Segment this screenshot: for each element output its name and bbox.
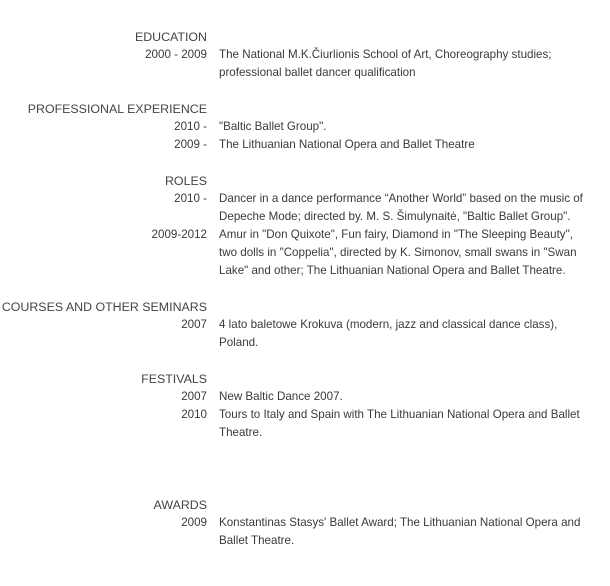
entry-row — [0, 388, 610, 406]
entry-date: 2007 — [181, 318, 207, 331]
entry-row — [0, 316, 610, 352]
entry-date: 2010 - — [174, 192, 207, 205]
section-professional-experience — [0, 100, 610, 154]
entry-description: Dancer in a dance performance “Another World” based on the music of Depeche Mode; directed by. M. S. Šimulynaitė, "Baltic Ballet Group". — [219, 192, 583, 223]
entry-description: Tours to Italy and Spain with The Lithuanian National Opera and Ballet Theatre. — [219, 408, 580, 439]
entry-date: 2010 — [181, 408, 207, 421]
entry-date: 2009-2012 — [151, 228, 207, 241]
entry-description: The Lithuanian National Opera and Ballet Theatre — [219, 138, 475, 151]
entry-description: New Baltic Dance 2007. — [219, 390, 343, 403]
entry-description: Amur in "Don Quixote", Fun fairy, Diamond in "The Sleeping Beauty", two dolls in "Coppelia", directed by K. Simonov, small swans in "Swan Lake" and other; The Lithuanian National Opera and Ballet Theatre. — [219, 228, 577, 277]
section-heading: COURSES AND OTHER SEMINARS — [1, 300, 207, 314]
entry-description: 4 lato baletowe Krokuva (modern, jazz and classical dance class), Poland. — [219, 318, 558, 349]
entry-row — [0, 514, 610, 550]
section-courses-and-seminars — [0, 298, 610, 352]
entry-description: Konstantinas Stasys' Ballet Award; The Lithuanian National Opera and Ballet Theatre. — [219, 516, 581, 547]
section-heading: FESTIVALS — [141, 372, 207, 386]
section-heading: ROLES — [164, 174, 207, 188]
entry-date: 2010 - — [174, 120, 207, 133]
entry-date: 2000 - 2009 — [145, 48, 207, 61]
entry-row — [0, 118, 610, 136]
entry-row — [0, 190, 610, 226]
section-heading: EDUCATION — [134, 30, 207, 44]
entry-date: 2007 — [181, 390, 207, 403]
entry-row — [0, 136, 610, 154]
section-heading: PROFESSIONAL EXPERIENCE — [27, 102, 207, 116]
section-heading: AWARDS — [153, 498, 207, 512]
section-festivals — [0, 370, 610, 442]
entry-row — [0, 226, 610, 280]
section-education — [0, 28, 610, 82]
entry-row — [0, 46, 610, 82]
entry-date: 2009 — [181, 516, 207, 529]
entry-row — [0, 406, 610, 442]
entry-description: The National M.K.Čiurlionis School of Art, Choreography studies; professional ballet dancer qualification — [219, 48, 552, 79]
section-awards — [0, 496, 610, 550]
cv-content — [0, 28, 610, 568]
entry-date: 2009 - — [174, 138, 207, 151]
entry-description: "Baltic Ballet Group". — [219, 120, 327, 133]
section-roles — [0, 172, 610, 280]
